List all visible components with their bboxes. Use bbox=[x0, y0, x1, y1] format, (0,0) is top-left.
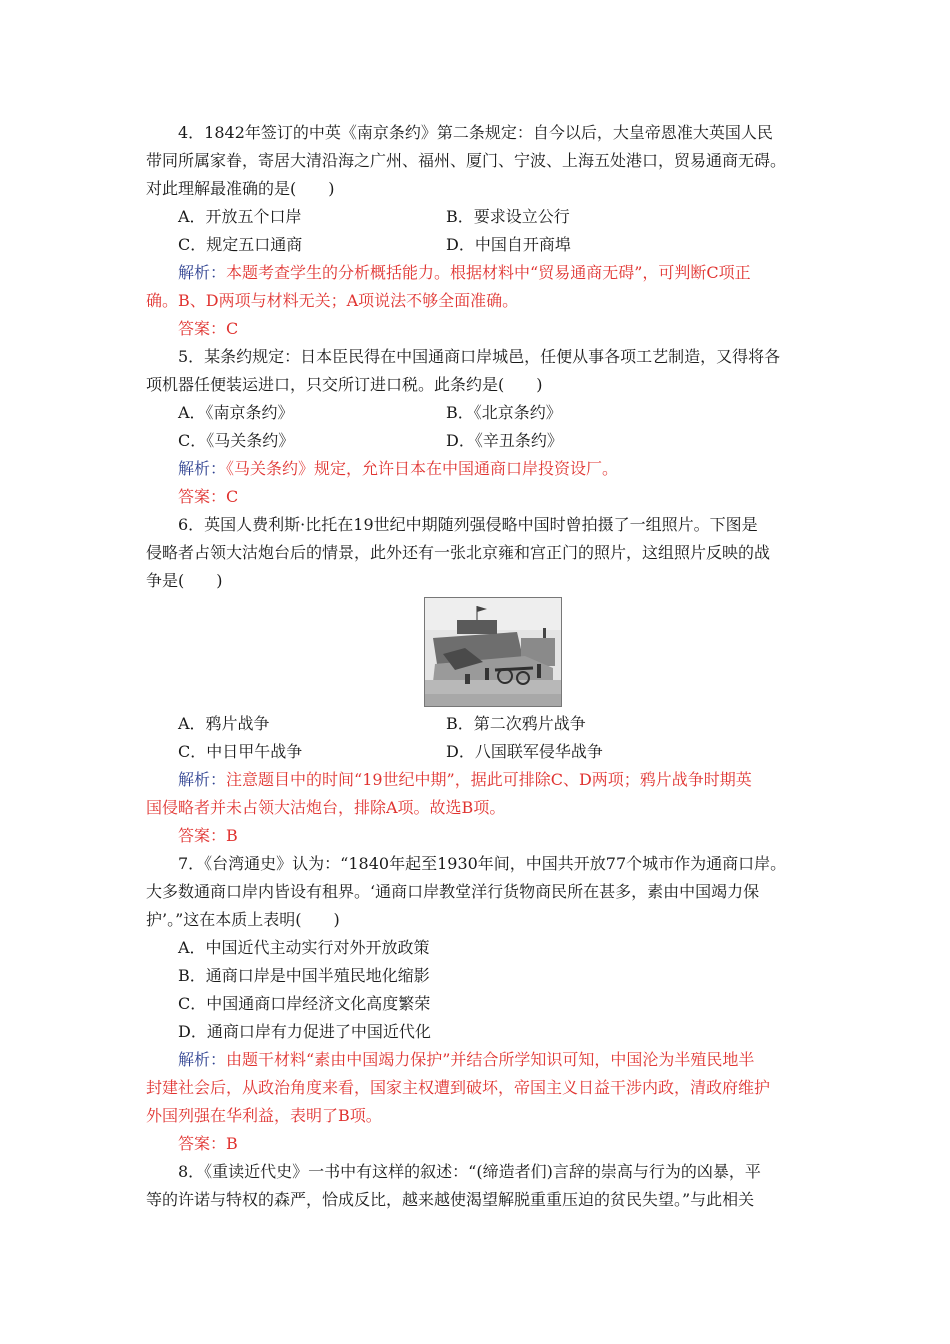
q7-stem-line-3: 护’。”这在本质上表明( ) bbox=[146, 910, 340, 929]
q7-stem-line-2: 大多数通商口岸内皆设有租界。‘通商口岸教堂洋行货物商民所在甚多，素由中国竭力保 bbox=[146, 882, 760, 901]
q6-analysis-line-2: 国侵略者并未占领大沽炮台，排除A项。故选B项。 bbox=[146, 798, 506, 817]
q4-answer: 答案：C bbox=[178, 319, 239, 338]
q6-option-c: C．中日甲午战争 bbox=[178, 742, 303, 761]
q6-option-b: B．第二次鸦片战争 bbox=[446, 714, 586, 733]
q7-option-c: C．中国通商口岸经济文化高度繁荣 bbox=[178, 994, 431, 1013]
q4-analysis-line-2: 确。B、D两项与材料无关；A项说法不够全面准确。 bbox=[146, 291, 519, 310]
taku-fort-photo-graphic bbox=[425, 598, 561, 706]
q4-option-b: B．要求设立公行 bbox=[446, 207, 570, 226]
q4-option-d: D．中国自开商埠 bbox=[446, 235, 571, 254]
q7-stem-line-1: 7．《台湾通史》认为：“1840年起至1930年间，中国共开放77个城市作为通商口岸。 bbox=[178, 854, 787, 873]
q4-analysis-label: 解析： bbox=[178, 263, 227, 282]
q5-analysis-line-1 bbox=[178, 459, 618, 479]
q7-option-b: B．通商口岸是中国半殖民地化缩影 bbox=[178, 966, 430, 985]
q5-option-b: B．《北京条约》 bbox=[446, 403, 562, 422]
q7-option-a: A．中国近代主动实行对外开放政策 bbox=[178, 938, 430, 957]
q7-analysis-text-1: 由题干材料“素由中国竭力保护”并结合所学知识可知，中国沦为半殖民地半 bbox=[226, 1050, 755, 1069]
q5-stem-line-2: 项机器任便装运进口，只交所订进口税。此条约是( ) bbox=[146, 375, 543, 394]
q4-stem-line-1: 4．1842年签订的中英《南京条约》第二条规定：自今以后，大皇帝恩准大英国人民 bbox=[178, 123, 773, 142]
q4-stem-line-3: 对此理解最准确的是( ) bbox=[146, 179, 335, 198]
q5-option-d: D．《辛丑条约》 bbox=[446, 431, 563, 450]
q6-analysis-label: 解析： bbox=[178, 770, 227, 789]
q5-stem-line-1: 5．某条约规定：日本臣民得在中国通商口岸城邑，任便从事各项工艺制造，又得将各 bbox=[178, 347, 781, 366]
q7-option-d: D．通商口岸有力促进了中国近代化 bbox=[178, 1022, 431, 1041]
q7-analysis-label: 解析： bbox=[178, 1050, 227, 1069]
q6-stem-line-1: 6．英国人费利斯·比托在19世纪中期随列强侵略中国时曾拍摄了一组照片。下图是 bbox=[178, 515, 758, 534]
q6-stem-line-2: 侵略者占领大沽炮台后的情景，此外还有一张北京雍和宫正门的照片，这组照片反映的战 bbox=[146, 543, 771, 562]
q5-analysis-label: 解析： bbox=[178, 459, 227, 478]
q7-answer: 答案：B bbox=[178, 1134, 238, 1153]
q5-option-c: C．《马关条约》 bbox=[178, 431, 295, 450]
q8-stem-line-2: 等的许诺与特权的森严，恰成反比，越来越使渴望解脱重重压迫的贫民失望。”与此相关 bbox=[146, 1190, 755, 1209]
q6-analysis-text-1: 注意题目中的时间“19世纪中期”，据此可排除C、D两项；鸦片战争时期英 bbox=[226, 770, 752, 789]
q4-analysis-line-1 bbox=[178, 263, 751, 283]
q6-analysis-line-1 bbox=[178, 770, 752, 790]
q4-stem-line-2: 带同所属家眷，寄居大清沿海之广州、福州、厦门、宁波、上海五处港口，贸易通商无碍。 bbox=[146, 151, 787, 170]
q6-option-a: A．鸦片战争 bbox=[178, 714, 270, 733]
q5-option-a: A．《南京条约》 bbox=[178, 403, 294, 422]
q7-analysis-line-2: 封建社会后，从政治角度来看，国家主权遭到破坏，帝国主义日益干涉内政，清政府维护 bbox=[146, 1078, 771, 1097]
q5-answer: 答案：C bbox=[178, 487, 239, 506]
q7-analysis-line-1 bbox=[178, 1050, 754, 1070]
q4-option-a: A．开放五个口岸 bbox=[178, 207, 302, 226]
q6-answer: 答案：B bbox=[178, 826, 238, 845]
q6-stem-line-3: 争是( ) bbox=[146, 571, 223, 590]
q4-analysis-text-1: 本题考查学生的分析概括能力。根据材料中“贸易通商无碍”，可判断C项正 bbox=[226, 263, 751, 282]
q6-option-d: D．八国联军侵华战争 bbox=[446, 742, 603, 761]
q5-analysis-text-1: 《马关条约》规定，允许日本在中国通商口岸投资设厂。 bbox=[226, 459, 619, 478]
q4-option-c: C．规定五口通商 bbox=[178, 235, 303, 254]
taku-fort-photo bbox=[424, 597, 562, 707]
q7-analysis-line-3: 外国列强在华利益，表明了B项。 bbox=[146, 1106, 382, 1125]
q8-stem-line-1: 8．《重读近代史》一书中有这样的叙述：“(缔造者们)言辞的崇高与行为的凶暴，平 bbox=[178, 1162, 761, 1181]
